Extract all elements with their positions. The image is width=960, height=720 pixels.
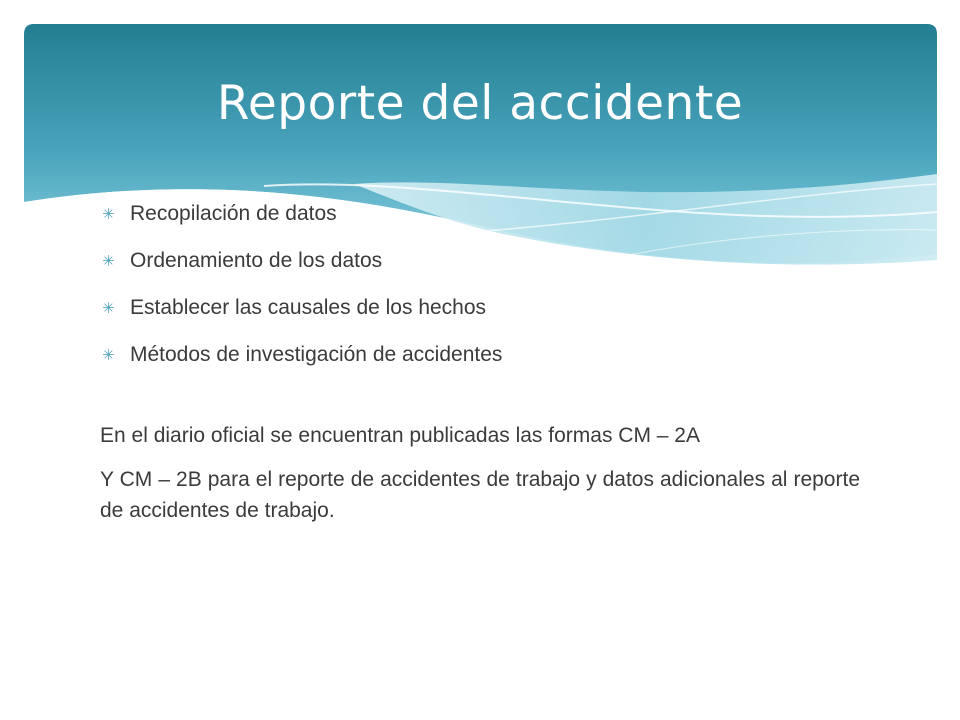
bullet-item	[100, 237, 860, 284]
bullet-text: Ordenamiento de los datos	[130, 248, 383, 272]
slide-title: Reporte del accidente	[216, 76, 744, 131]
bullet-text: Recopilación de datos	[130, 201, 337, 225]
body-text	[100, 420, 860, 526]
asterisk-bullet-icon: ✳	[102, 251, 115, 270]
bullet-text: Métodos de investigación de accidentes	[130, 342, 503, 366]
paragraph-forms-detail: Y CM – 2B para el reporte de accidentes de trabajo y datos adicionales al reporte de accidentes de trabajo.	[100, 468, 860, 522]
bullet-item	[100, 331, 860, 378]
asterisk-bullet-icon: ✳	[102, 345, 115, 364]
paragraph-forms-intro: En el diario oficial se encuentran publicadas las formas CM – 2A	[100, 424, 700, 447]
bullet-text: Establecer las causales de los hechos	[130, 295, 487, 319]
bullet-item	[100, 284, 860, 331]
asterisk-bullet-icon: ✳	[102, 204, 115, 223]
bullet-item	[100, 190, 860, 237]
asterisk-bullet-icon: ✳	[102, 298, 115, 317]
bullet-list	[100, 190, 860, 378]
